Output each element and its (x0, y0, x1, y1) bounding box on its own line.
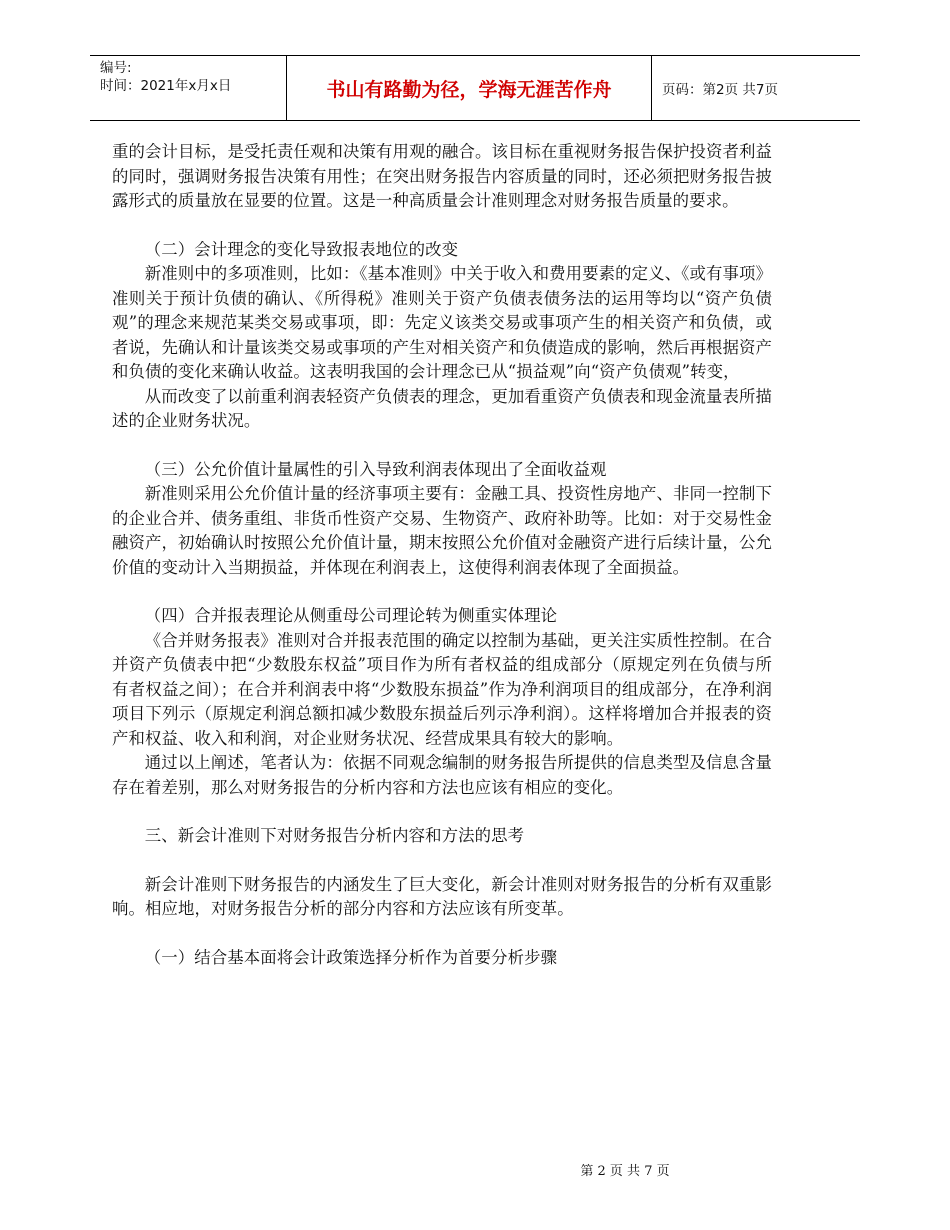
paragraph: 新准则中的多项准则，比如：《基本准则》中关于收入和费用要素的定义、《或有事项》准则关于预计负债的确认、《所得税》准则关于资产负债表债务法的运用等均以“资产负债观”的理念来规范某类交易或事项，即：先定义该类交易或事项产生的相关资产和负债，或者说，先确认和计量该类交易或事项的产生对相关资产和负债造成的影响，然后再根据资产和负债的变化来确认收益。这表明我国的会计理念已从“损益观”向“资产负债观”转变， (112, 264, 772, 381)
paragraph-continued: 重的会计目标，是受托责任观和决策有用观的融合。该目标在重视财务报告保护投资者利益的同时，强调财务报告决策有用性；在突出财务报告内容质量的同时，还必须把财务报告披露形式的质量放在显要的位置。这是一种高质量会计准则理念对财务报告质量的要求。 (112, 142, 772, 210)
section-heading-1: （一）结合基本面将会计政策选择分析作为首要分析步骤 (144, 947, 558, 967)
document-number-label: 编号: (100, 60, 132, 76)
paragraph: 通过以上阐述，笔者认为：依据不同观念编制的财务报告所提供的信息类型及信息含量存在着差别，那么对财务报告的分析内容和方法也应该有相应的变化。 (112, 753, 772, 797)
section-heading-3: （三）公允价值计量属性的引入导致利润表体现出了全面收益观 (144, 459, 607, 479)
document-time: 时间：2021年x月x日 (100, 78, 232, 94)
chapter-heading-3: 三、新会计准则下对财务报告分析内容和方法的思考 (144, 826, 525, 845)
section-heading-4: （四）合并报表理论从侧重母公司理论转为侧重实体理论 (144, 606, 558, 625)
paragraph: 从而改变了以前重利润表轻资产负债表的理念，更加看重资产负债表和现金流量表所描述的企业财务状况。 (112, 386, 772, 430)
paragraph: 《合并财务报表》准则对合并报表范围的确定以控制为基础，更关注实质性控制。在合并资产负债表中把“少数股东权益”项目作为所有者权益的组成部分（原规定列在负债与所有者权益之间）；在合并利润表中将“少数股东损益”作为净利润项目的组成部分，在净利润项目下列示（原规定利润总额扣减少数股东损益后列示净利润）。这样将增加合并报表的资产和权益、收入和利润，对企业财务状况、经营成果具有较大的影响。 (112, 630, 772, 748)
header-motto: 书山有路勤为径，学海无涯苦作舟 (286, 56, 652, 120)
document-body (112, 140, 772, 970)
header-page-info: 页码：第2页 共7页 (662, 82, 778, 98)
header-meta (90, 56, 286, 120)
paragraph: 新准则采用公允价值计量的经济事项主要有：金融工具、投资性房地产、非同一控制下的企业合并、债务重组、非货币性资产交易、生物资产、政府补助等。比如：对于交易性金融资产，初始确认时按照公允价值计量，期末按照公允价值对金融资产进行后续计量，公允价值的变动计入当期损益，并体现在利润表上，这使得利润表体现了全面损益。 (112, 484, 772, 577)
paragraph: 新会计准则下财务报告的内涵发生了巨大变化，新会计准则对财务报告的分析有双重影响。相应地，对财务报告分析的部分内容和方法应该有所变革。 (112, 874, 772, 918)
page-footer: 第 2 页 共 7 页 (580, 1164, 670, 1179)
page-header (90, 55, 860, 121)
section-heading-2: （二）会计理念的变化导致报表地位的改变 (144, 239, 459, 259)
